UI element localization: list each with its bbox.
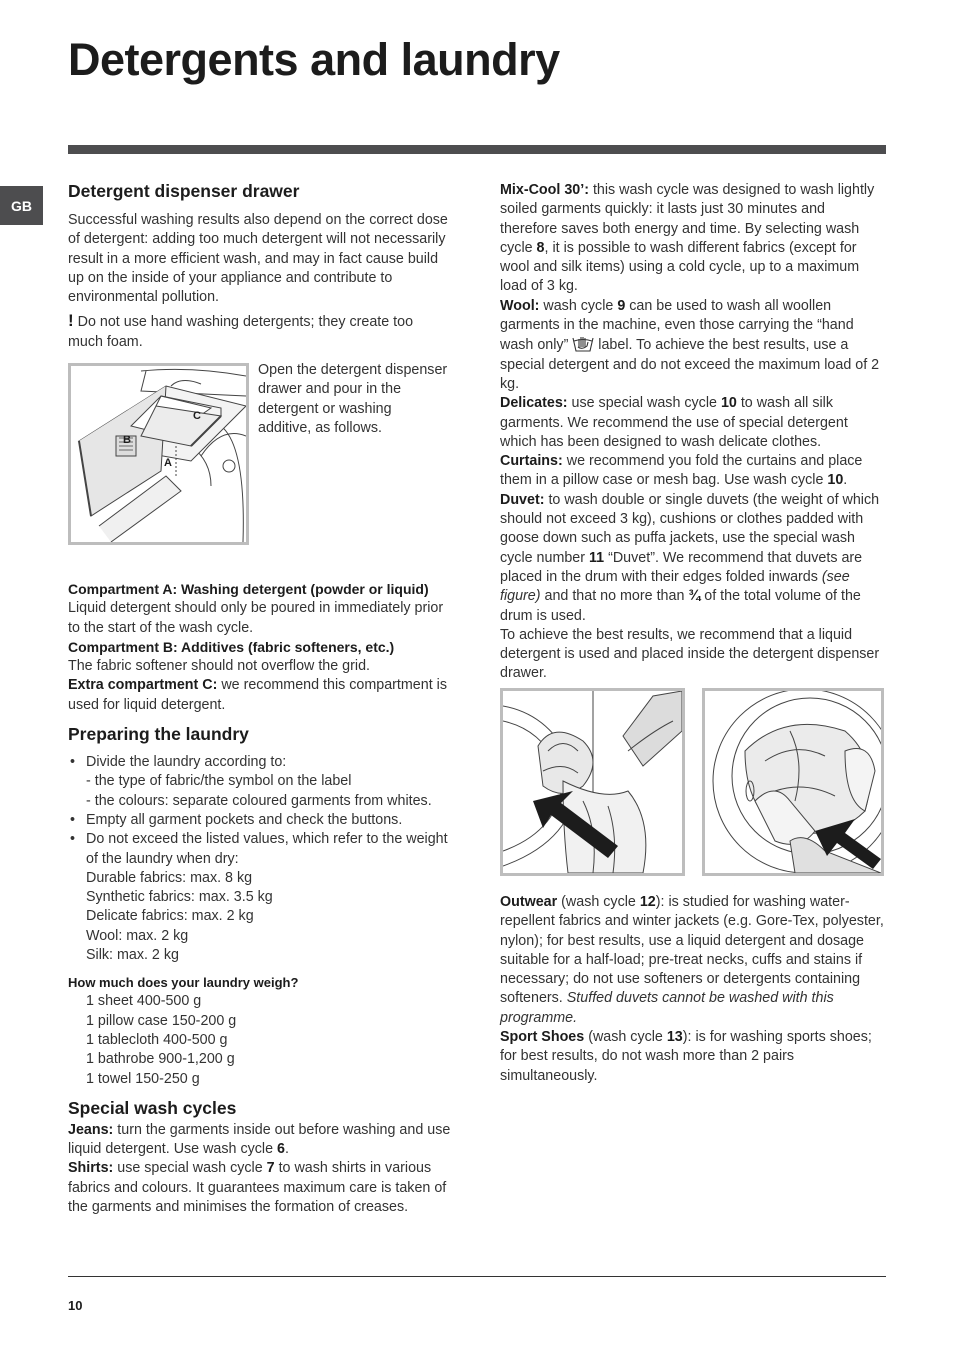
- list-item: [68, 830, 452, 965]
- curtains-label: Curtains:: [500, 453, 563, 470]
- bullet-divide: Divide the laundry according to:: [86, 754, 287, 771]
- preparing-heading: Preparing the laundry: [68, 724, 249, 745]
- compartment-b-text: The fabric softener should not overflow the grid.: [68, 658, 370, 675]
- compartment-b-heading: Compartment B: Additives (fabric softeners, etc.): [68, 638, 395, 655]
- duvet-label: Duvet:: [500, 491, 545, 508]
- duvet-loading-figure-1: [500, 688, 685, 876]
- delicates-text: use special wash cycle: [567, 395, 721, 412]
- figure-caption-text: Open the detergent dispenser drawer and pour in the detergent or washing additive, as follows.: [258, 362, 448, 436]
- page-number: 10: [68, 1298, 83, 1313]
- compartment-a-text: Liquid detergent should only be poured in immediately prior to the start of the wash cycle.: [68, 600, 444, 636]
- right-column-bottom: [500, 893, 886, 1086]
- duvet-text-mid2: and that no more than: [540, 588, 689, 605]
- duvet-text-mid: “Duvet”. We recommend that duvets are placed in the drum with their edges folded inwards: [500, 549, 863, 585]
- sub-item-colours: - the colours: separate coloured garments from whites.: [86, 792, 432, 809]
- fig-label-a: A: [164, 457, 172, 469]
- delicates-label: Delicates:: [500, 395, 568, 412]
- delicates-text-end: to wash all silk garments. We recommend the use of special detergent which has been designed to wash delicate clothes.: [500, 395, 848, 450]
- curtains-cycle-number: 10: [827, 472, 844, 489]
- delicates-paragraph: [500, 394, 886, 452]
- wool-text-mid: can be used to wash all woollen garments in the machine, even those carrying the “hand wash only”: [500, 297, 854, 354]
- mixcool-text-end: , it is possible to wash different fabrics (except for wool and silk items) using a cold cycle, up to a maximum load of 3 kg.: [500, 239, 860, 295]
- jeans-text: turn the garments inside out before washing and use liquid detergent. Use wash cycle: [68, 1121, 451, 1158]
- limit-wool: Wool: max. 2 kg: [86, 927, 189, 944]
- wool-label: Wool:: [500, 297, 540, 314]
- page-title: Detergents and laundry: [68, 34, 560, 85]
- wool-cycle-number: 9: [617, 297, 626, 314]
- duvet-cycle-number: 11: [589, 549, 605, 566]
- compartment-c-text: [68, 676, 452, 715]
- header-rule: [68, 145, 886, 154]
- bullet-limits: Do not exceed the listed values, which refer to the weight of the laundry when dry:: [86, 831, 448, 867]
- bullet-pockets: Empty all garment pockets and check the buttons.: [86, 811, 403, 828]
- duvet-loading-illustration-1: [503, 691, 682, 873]
- footer-rule: [68, 1276, 886, 1277]
- mixcool-cycle-number: 8: [536, 239, 545, 256]
- left-column-bottom: [68, 580, 452, 1217]
- list-item: [68, 753, 452, 811]
- mixcool-paragraph: [500, 181, 886, 297]
- outwear-text-mid: ): is studied for washing water-repellent fabrics and winter jackets (e.g. Gore-Tex, polyester, nylon); for best results, use a liquid detergent and dosage suitable for a half-load; pre-treat necks, cuffs and stains if necessary; do not use softeners or detergents containing softeners.: [500, 894, 884, 1007]
- weights-list: [68, 992, 452, 1088]
- mixcool-text: this wash cycle was designed to wash lightly soiled garments quickly: it lasts just 30 minutes and therefore saves both energy and time. By selecting wash cycle: [500, 182, 875, 256]
- jeans-paragraph: Jeans: turn the garments inside out before washing and use liquid detergent. Use wash cycle 6.: [68, 1121, 451, 1158]
- shirts-paragraph: [68, 1159, 452, 1217]
- outwear-label: Outwear: [500, 894, 558, 910]
- mixcool-label: Mix-Cool 30’:: [500, 182, 589, 198]
- hand-wash-icon: [572, 335, 594, 352]
- sub-item-fabric: - the type of fabric/the symbol on the label: [86, 773, 352, 790]
- dispenser-warning: [68, 311, 450, 352]
- limit-durable: Durable fabrics: max. 8 kg: [86, 869, 253, 886]
- fig-label-c: C: [193, 410, 201, 422]
- compartment-c-label: Extra compartment C:: [68, 677, 218, 694]
- weight-tablecloth: 1 tablecloth 400-500 g: [86, 1031, 228, 1048]
- left-column-top: [68, 180, 450, 352]
- sport-shoes-cycle-number: 13: [666, 1029, 683, 1046]
- curtains-text: we recommend you fold the curtains and place them in a pillow case or mesh bag. Use wash cycle: [500, 453, 863, 489]
- jeans-cycle-number: 6: [277, 1141, 285, 1158]
- special-heading: Special wash cycles: [68, 1097, 237, 1118]
- outwear-paragraph: [500, 893, 886, 1028]
- weight-towel: 1 towel 150-250 g: [86, 1070, 200, 1087]
- dispenser-figure-caption: [258, 361, 448, 438]
- limit-synthetic: Synthetic fabrics: max. 3.5 kg: [86, 889, 273, 906]
- right-column-top: [500, 181, 886, 684]
- weight-sheet: 1 sheet 400-500 g: [86, 993, 202, 1010]
- limit-delicate: Delicate fabrics: max. 2 kg: [86, 908, 254, 925]
- weight-bathrobe: 1 bathrobe 900-1,200 g: [86, 1051, 235, 1068]
- dispenser-drawer-illustration: [71, 366, 246, 542]
- wool-text-end: label. To achieve the best results, use a special detergent and do not exceed the maximum load of 2 kg.: [500, 337, 880, 392]
- duvet-paragraph: [500, 491, 886, 626]
- sport-shoes-paragraph: [500, 1028, 886, 1086]
- shirts-text-end: to wash shirts in various fabrics and colours. It guarantees maximum care is taken of the garments and minimises the formation of creases.: [68, 1160, 447, 1216]
- list-item: [68, 811, 452, 830]
- weight-pillow-case: 1 pillow case 150-200 g: [86, 1012, 237, 1029]
- duvet-text-end: of the total volume of the drum is used.: [500, 588, 861, 624]
- wool-text: wash cycle: [539, 297, 618, 314]
- shirts-text: use special wash cycle: [113, 1160, 267, 1177]
- sport-shoes-label: Sport Shoes: [500, 1029, 585, 1046]
- duvet-loading-illustration-2: [705, 691, 881, 873]
- jeans-label: Jeans:: [68, 1121, 114, 1138]
- liquid-detergent-paragraph: To achieve the best results, we recommend that a liquid detergent is used and placed inside the detergent dispenser drawer.: [500, 626, 880, 682]
- duvet-loading-figure-2: [702, 688, 884, 876]
- outwear-cycle-number: 12: [639, 894, 656, 910]
- compartment-c-body: we recommend this compartment is used for liquid detergent.: [68, 677, 447, 713]
- delicates-cycle-number: 10: [720, 395, 737, 412]
- dispenser-heading: Detergent dispenser drawer: [68, 181, 300, 201]
- sport-shoes-text-end: ): is for washing sports shoes; for best results, do not wash more than 2 pairs simultaneously.: [500, 1029, 872, 1084]
- preparing-list: [68, 753, 452, 965]
- curtains-paragraph: Curtains: we recommend you fold the curtains and place them in a pillow case or mesh bag. Use wash cycle 10.: [500, 453, 863, 489]
- duvet-fraction: ¾: [688, 588, 701, 605]
- language-tab: GB: [0, 186, 43, 225]
- fig-label-b: B: [123, 434, 131, 446]
- dispenser-drawer-figure: [68, 363, 249, 545]
- duvet-text: to wash double or single duvets (the weight of which should not exceed 3 kg), cushions or clothes padded with goose down such as puffa jackets, use the special wash cycle number: [500, 491, 880, 566]
- outwear-text: (wash cycle: [557, 894, 640, 910]
- warning-mark: !: [68, 311, 74, 331]
- wool-paragraph: [500, 297, 886, 394]
- compartment-a-heading: Compartment A: Washing detergent (powder or liquid): [68, 581, 429, 597]
- duvet-see-figure: (see figure): [500, 568, 850, 605]
- limit-silk: Silk: max. 2 kg: [86, 947, 179, 964]
- shirts-label: Shirts:: [68, 1160, 114, 1177]
- warning-text: Do not use hand washing detergents; they create too much foam.: [68, 314, 414, 350]
- sport-shoes-text: (wash cycle: [584, 1029, 667, 1046]
- shirts-cycle-number: 7: [266, 1160, 275, 1177]
- outwear-note: Stuffed duvets cannot be washed with this programme.: [500, 990, 834, 1026]
- dispenser-intro: Successful washing results also depend on the correct dose of detergent: adding too much detergent will not necessarily result in a more efficient wash, and may in fact cause build up on the inside of your appliance and contribute to environmental pollution.: [68, 212, 448, 306]
- weigh-heading: How much does your laundry weigh?: [68, 975, 299, 991]
